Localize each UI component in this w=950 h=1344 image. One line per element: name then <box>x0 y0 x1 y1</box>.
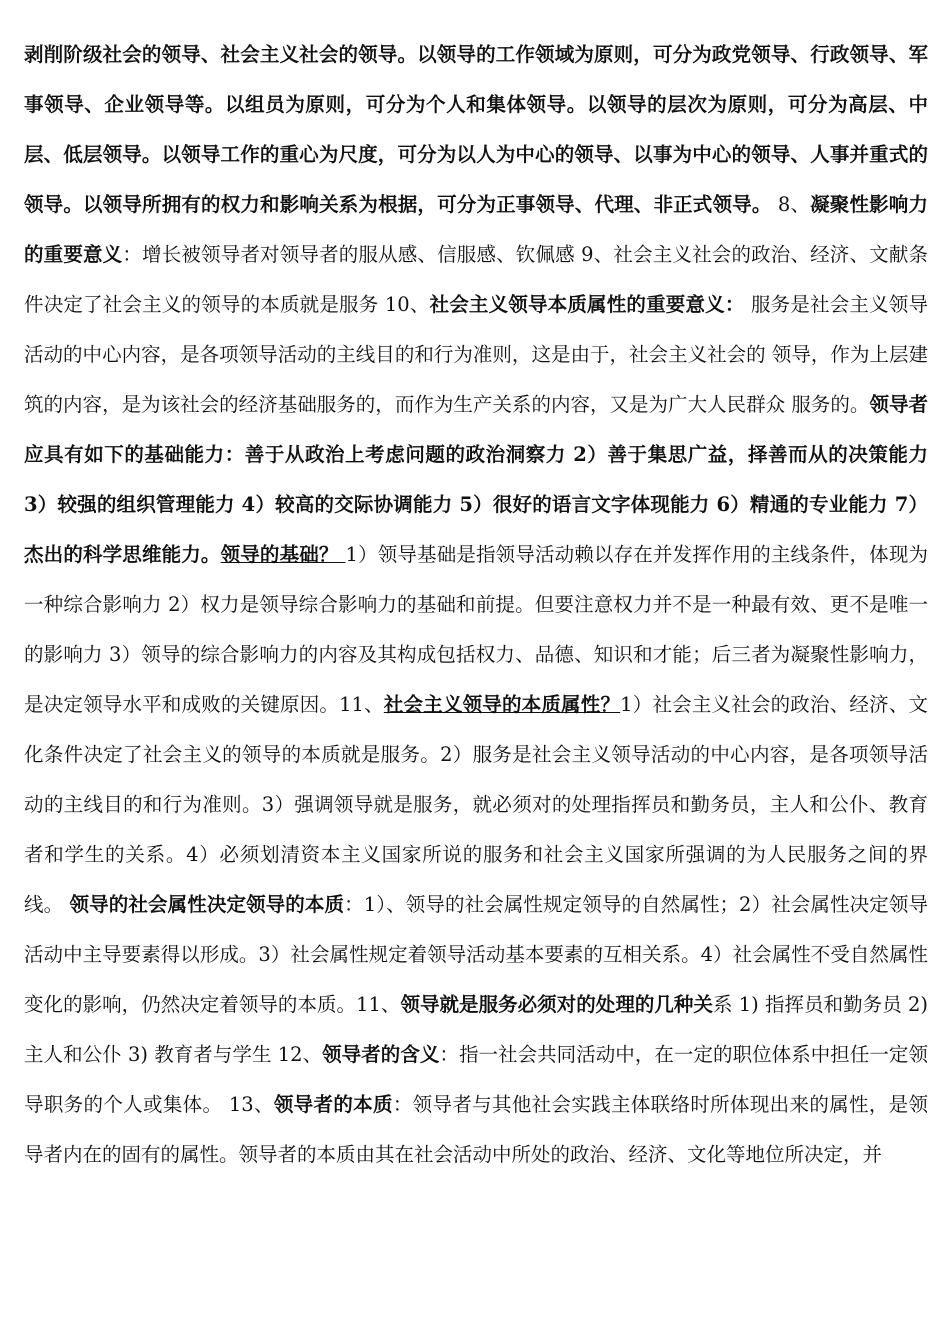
document-body <box>24 30 928 1180</box>
heading-cohesive-influence: 凝聚性影响力的重要意义 <box>24 193 928 266</box>
heading-socialist-leadership-significance: 社会主义领导本质属性的重要意义： <box>429 293 745 316</box>
text-run: 剥削阶级社会的领导、社会主义社会的领导。以领导的工作领域为原则，可分为政党领导、行政领导、军事领导、企业领导等。以组员为原则，可分为个人和集体领导。以领导的层次为原则，可分为高层、中层、低层领导。以领导工作的重心为尺度，可分为以人为中心的领导、以事为中心的领导、人事并重式的领导。以领导所拥有的权力和影响关系为根据，可分为正事领导、代理、非正式领导。 <box>24 43 928 216</box>
heading-leader-abilities: 领导者应具有如下的基础能力：善于从政治上考虑问题的政治洞察力 2）善于集思广益，择善而从的决策能力 3）较强的组织管理能力 4）较高的交际协调能力 5）很好的语言文字体现能力 6）精通的专业能力 7）杰出的科学思维能力。 <box>24 393 928 566</box>
heading-service-relations: 领导就是服务必须对的处理的几种关 <box>400 993 713 1016</box>
heading-social-attribute: 领导的社会属性决定领导的本质 <box>69 893 345 916</box>
heading-leader-nature: 领导者的本质 <box>273 1093 393 1116</box>
heading-leadership-foundation: 领导的基础？ <box>220 543 346 566</box>
heading-socialist-leadership-essence: 社会主义领导的本质属性？ <box>383 693 621 716</box>
heading-leader-definition: 领导者的含义 <box>322 1043 440 1066</box>
text-run: 1）领导基础是指领导活动赖以存在并发挥作用的主线条件，体现为一种综合影响力 2）权力是领导综合影响力的基础和前提。但要注意权力并不是一种最有效、更不是唯一的影响力 3）领导的综合影响力的内容及其构成包括权力、品德、知识和才能；后三者为凝聚性影响力，是决定领导水平和成败的关键原因。11、 <box>24 543 928 716</box>
text-run: ：增长被领导者对领导者的服从感、信服感、钦佩感 9、社会主义社会的政治、经济、文献条件决定了社会主义的领导的本质就是服务 10、 <box>24 243 928 316</box>
text-run: 8、 <box>771 193 811 216</box>
text-run: ：1）、领导的社会属性规定领导的自然属性；2）社会属性决定领导活动中主导要素得以形成。3）社会属性规定着领导活动基本要素的互相关系。4）社会属性不受自然属性变化的影响，仍然决定着领导的本质。11、 <box>24 893 928 1016</box>
text-run: 1）社会主义社会的政治、经济、文化条件决定了社会主义的领导的本质就是服务。2）服务是社会主义领导活动的中心内容，是各项领导活动的主线目的和行为准则。3）强调领导就是服务，就必须对的处理指挥员和勤务员，主人和公仆、教育者和学生的关系。4）必须划清资本主义国家所说的服务和社会主义国家所强调的为人民服务之间的界线。 <box>24 693 928 916</box>
text-run: ：指一社会共同活动中，在一定的职位体系中担任一定领导职务的个人或集体。 13、 <box>24 1043 928 1116</box>
text-run: 服务是社会主义领导活动的中心内容，是各项领导活动的主线目的和行为准则，这是由于，社会主义社会的 领导，作为上层建筑的内容，是为该社会的经济基础服务的，而作为生产关系的内容，又是为广大人民群众 服务的。 <box>24 293 928 416</box>
text-run: ：领导者与其他社会实践主体联络时所体现出来的属性，是领导者内在的固有的属性。领导者的本质由其在社会活动中所处的政治、经济、文化等地位所决定，并 <box>24 1093 928 1166</box>
text-run: 系 1) 指挥员和勤务员 2) 主人和公仆 3) 教育者与学生 12、 <box>24 993 928 1066</box>
